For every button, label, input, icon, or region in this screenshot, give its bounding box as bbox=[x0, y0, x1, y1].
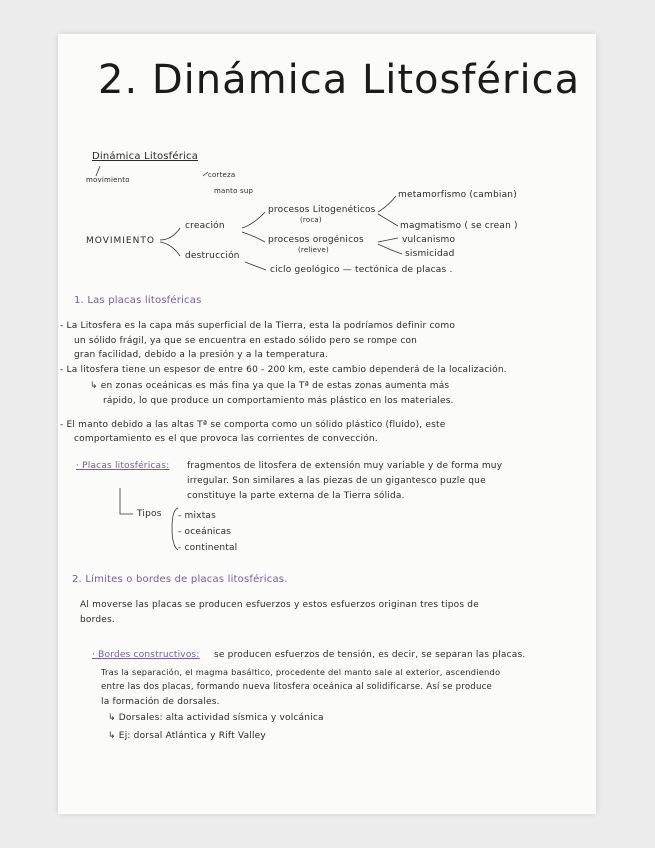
tipo-item: - continental bbox=[178, 543, 238, 553]
section1-heading: 1. Las placas litosféricas bbox=[74, 295, 202, 306]
scheme-metamorfismo: metamorfismo (cambian) bbox=[398, 190, 517, 200]
scheme-movimiento-small: movimiento bbox=[86, 176, 130, 184]
scheme-movimiento: MOVIMIENTO bbox=[86, 236, 155, 246]
scheme-magmatismo: magmatismo ( se crean ) bbox=[400, 221, 518, 231]
scheme-ciclo: ciclo geológico — tectónica de placas . bbox=[270, 265, 453, 275]
scheme-sismicidad: sismicidad bbox=[405, 249, 455, 259]
section1-line: gran facilidad, debido a la presión y a la temperatura. bbox=[74, 350, 329, 360]
section1-line: comportamiento es el que provoca las corrientes de convección. bbox=[74, 434, 378, 444]
scheme-destruccion: destrucción bbox=[185, 251, 240, 261]
scheme-procesos-orogenicos: procesos orogénicos bbox=[268, 235, 364, 245]
placas-line: constituye la parte externa de la Tierra sólida. bbox=[187, 491, 405, 501]
bordes-line: la formación de dorsales. bbox=[101, 697, 220, 707]
page-title: 2. Dinámica Litosférica bbox=[98, 57, 581, 103]
placas-label: · Placas litosféricas: bbox=[76, 461, 170, 471]
scheme-relieve: (relieve) bbox=[298, 246, 329, 254]
section2-intro: Al moverse las placas se producen esfuerzos y estos esfuerzos originan tres tipos de bbox=[80, 600, 479, 610]
scheme-corteza: corteza bbox=[208, 171, 236, 179]
section1-line: - El manto debido a las altas Tª se comporta como un sólido plástico (fluido), este bbox=[60, 420, 446, 430]
scheme-heading: Dinámica Litosférica bbox=[92, 151, 199, 162]
section1-line: ↳ en zonas oceánicas es más fina ya que la Tª de estas zonas aumenta más bbox=[90, 381, 450, 391]
placas-line: irregular. Son similares a las piezas de un gigantesco puzle que bbox=[187, 476, 486, 486]
scheme-procesos-litogeneticos: procesos Litogenéticos bbox=[268, 205, 376, 215]
section2-intro: bordes. bbox=[80, 615, 115, 625]
scheme-roca: (roca) bbox=[300, 216, 322, 224]
section2-heading: 2. Límites o bordes de placas litosféricas. bbox=[72, 574, 288, 585]
scheme-manto: manto sup bbox=[214, 187, 254, 195]
bordes-line: se producen esfuerzos de tensión, es decir, se separan las placas. bbox=[214, 650, 526, 660]
tipo-item: - mixtas bbox=[178, 511, 217, 521]
section1-line: un sólido frágil, ya que se encuentra en estado sólido pero se rompe con bbox=[74, 336, 418, 346]
tipos-label: Tipos bbox=[137, 509, 162, 519]
scheme-vulcanismo: vulcanismo bbox=[402, 235, 456, 245]
bordes-line: entre las dos placas, formando nueva litosfera oceánica al solidificarse. Así se produce bbox=[101, 682, 493, 692]
tipo-item: - oceánicas bbox=[178, 527, 232, 537]
dorsales-line: ↳ Dorsales: alta actividad sísmica y volcánica bbox=[108, 713, 324, 723]
bordes-label: · Bordes constructivos: bbox=[92, 650, 200, 660]
scheme-creacion: creación bbox=[185, 221, 225, 231]
section1-line: - La litosfera tiene un espesor de entre 60 - 200 km, este cambio dependerá de la localización. bbox=[60, 365, 507, 375]
bordes-line: Tras la separación, el magma basáltico, procedente del manto sale al exterior, ascendiendo bbox=[101, 667, 501, 677]
section1-line: rápido, lo que produce un comportamiento más plástico en los materiales. bbox=[103, 396, 454, 406]
section1-line: - La Litosfera es la capa más superficial de la Tierra, esta la podríamos definir como bbox=[60, 321, 456, 331]
example-line: ↳ Ej: dorsal Atlántica y Rift Valley bbox=[108, 731, 266, 741]
placas-line: fragmentos de litosfera de extensión muy variable y de forma muy bbox=[187, 461, 503, 471]
